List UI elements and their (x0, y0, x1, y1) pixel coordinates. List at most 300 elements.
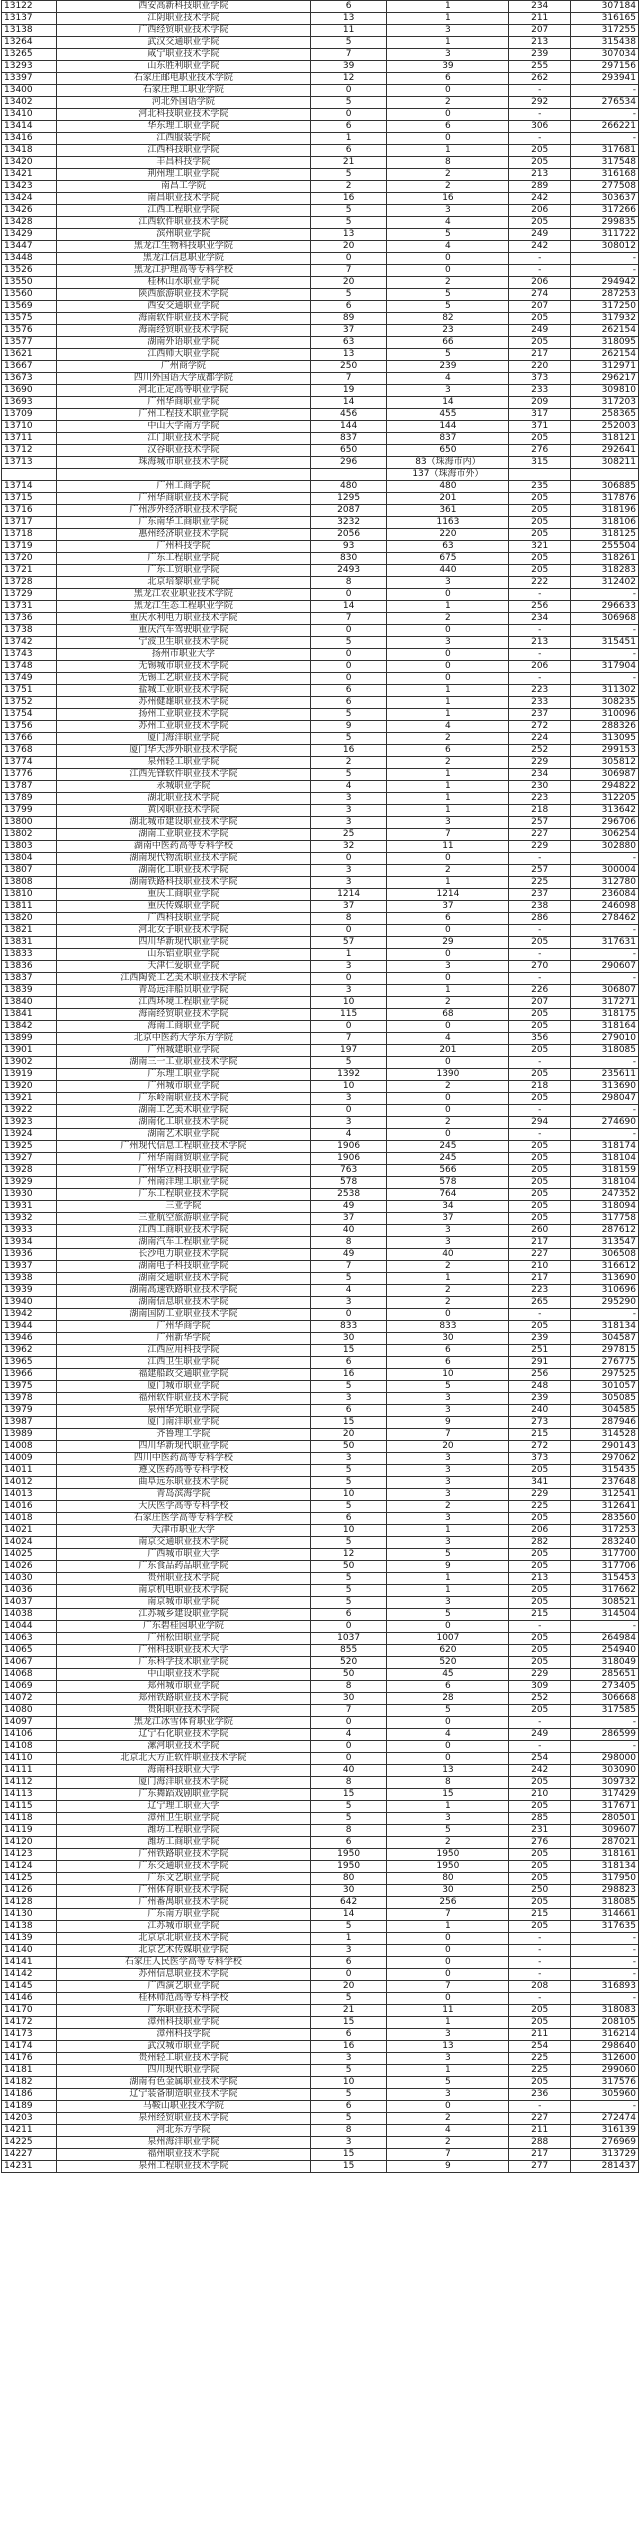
table-row (2, 1753, 639, 1765)
school-code: 13731 (2, 601, 57, 613)
min-score: 222 (509, 577, 571, 589)
school-code: 14018 (2, 1513, 57, 1525)
table-row (2, 517, 639, 529)
min-rank: 313642 (570, 805, 638, 817)
min-score: 205 (509, 1849, 571, 1861)
plan-count: 21 (310, 157, 387, 169)
admit-count: 0 (387, 661, 509, 673)
min-rank: - (570, 673, 638, 685)
min-score: 236 (509, 2089, 571, 2101)
min-rank: 316168 (570, 169, 638, 181)
min-score: 282 (509, 1537, 571, 1549)
school-name: 惠州经济职业技术学院 (57, 529, 311, 541)
table-row (2, 1309, 639, 1321)
plan-count: 7 (310, 1705, 387, 1717)
min-rank: 317585 (570, 1705, 638, 1717)
table-row (2, 697, 639, 709)
plan-count: 57 (310, 937, 387, 949)
table-row (2, 1465, 639, 1477)
school-code: 13899 (2, 1033, 57, 1045)
plan-count: 16 (310, 745, 387, 757)
school-name: 江西工商职业技术学院 (57, 1225, 311, 1237)
table-row (2, 1633, 639, 1645)
plan-count: 3 (310, 1393, 387, 1405)
min-score: - (509, 1057, 571, 1069)
min-score: 257 (509, 865, 571, 877)
school-name: 广东交通职业技术学院 (57, 1861, 311, 1873)
min-score: 205 (509, 493, 571, 505)
min-rank: 318159 (570, 1165, 638, 1177)
min-rank: 316139 (570, 2125, 638, 2137)
min-rank: 314504 (570, 1609, 638, 1621)
plan-count: 5 (310, 2113, 387, 2125)
plan-count: 642 (310, 1897, 387, 1909)
school-name: 湖南现代物流职业技术学院 (57, 853, 311, 865)
plan-count: 6 (310, 1837, 387, 1849)
school-name: 荆州理工职业学院 (57, 169, 311, 181)
admit-count: 245 (387, 1153, 509, 1165)
school-code: 14146 (2, 1993, 57, 2005)
school-name: 泉州工程职业技术学院 (57, 2161, 311, 2173)
table-row (2, 613, 639, 625)
plan-count: 5 (310, 2065, 387, 2077)
min-score: 205 (509, 1021, 571, 1033)
school-name: 三亚航空旅游职业学院 (57, 1213, 311, 1225)
table-row (2, 1105, 639, 1117)
min-score: 227 (509, 829, 571, 841)
min-rank: 298823 (570, 1885, 638, 1897)
min-score: 205 (509, 1873, 571, 1885)
school-code: 14211 (2, 2125, 57, 2137)
min-score: 213 (509, 37, 571, 49)
school-name: 潍坊工商职业学院 (57, 1837, 311, 1849)
admit-count: 3 (387, 49, 509, 61)
min-score: 294 (509, 1117, 571, 1129)
table-row (2, 1429, 639, 1441)
min-rank: 264984 (570, 1633, 638, 1645)
min-score: 215 (509, 1429, 571, 1441)
admit-count: 201 (387, 493, 509, 505)
admit-count: 1 (387, 2017, 509, 2029)
plan-count: 3 (310, 2137, 387, 2149)
admit-count: 1 (387, 781, 509, 793)
table-row (2, 553, 639, 565)
school-code: 13932 (2, 1213, 57, 1225)
school-code: 13721 (2, 565, 57, 577)
table-row (2, 49, 639, 61)
plan-count: 3 (310, 1453, 387, 1465)
school-code: 13924 (2, 1129, 57, 1141)
plan-count: 19 (310, 385, 387, 397)
min-score: - (509, 2101, 571, 2113)
school-name: 广州华商职业技术学院 (57, 493, 311, 505)
min-rank: 309732 (570, 1777, 638, 1789)
school-name: 苏州信息职业技术学院 (57, 1969, 311, 1981)
admit-count: 4 (387, 2125, 509, 2137)
school-code: 13742 (2, 637, 57, 649)
plan-count: 3 (310, 961, 387, 973)
school-name: 广州城市职业学院 (57, 1081, 311, 1093)
plan-count: 2493 (310, 565, 387, 577)
school-name: 厦门城市职业学院 (57, 1381, 311, 1393)
min-rank: 316893 (570, 1981, 638, 1993)
admit-count: 0 (387, 109, 509, 121)
table-row (2, 1381, 639, 1393)
school-code: 13810 (2, 889, 57, 901)
min-score: 292 (509, 97, 571, 109)
plan-count: 6 (310, 685, 387, 697)
school-code: 14186 (2, 2089, 57, 2101)
school-code: 13768 (2, 745, 57, 757)
table-row (2, 61, 639, 73)
table-row (2, 925, 639, 937)
school-code: 13448 (2, 253, 57, 265)
min-rank: 318106 (570, 517, 638, 529)
table-row (2, 433, 639, 445)
admit-count: 2 (387, 997, 509, 1009)
school-code: 13807 (2, 865, 57, 877)
admit-count: 83（珠海市内） (387, 457, 509, 469)
min-score: 205 (509, 1165, 571, 1177)
admit-count: 2 (387, 757, 509, 769)
min-score: 205 (509, 2005, 571, 2017)
admit-count: 2 (387, 97, 509, 109)
school-code: 13728 (2, 577, 57, 589)
school-code: 13673 (2, 373, 57, 385)
school-code: 14063 (2, 1633, 57, 1645)
school-name: 海南工商职业学院 (57, 1021, 311, 1033)
admit-count: 9 (387, 1561, 509, 1573)
table-row (2, 397, 639, 409)
min-rank: 306254 (570, 829, 638, 841)
admit-count: 0 (387, 1105, 509, 1117)
school-code: 13820 (2, 913, 57, 925)
plan-count: 49 (310, 1249, 387, 1261)
school-code: 14174 (2, 2041, 57, 2053)
school-code: 14021 (2, 1525, 57, 1537)
table-row (2, 469, 639, 481)
table-row (2, 1069, 639, 1081)
min-rank: 297525 (570, 1369, 638, 1381)
plan-count: 5 (310, 1921, 387, 1933)
table-row (2, 481, 639, 493)
min-score: - (509, 265, 571, 277)
school-name: 辽宁石化职业技术学院 (57, 1729, 311, 1741)
school-code: 13447 (2, 241, 57, 253)
school-name: 泉州海洋职业学院 (57, 2137, 311, 2149)
school-name: 湖南艺术职业学院 (57, 1129, 311, 1141)
plan-count: 480 (310, 481, 387, 493)
plan-count: 12 (310, 1549, 387, 1561)
table-row (2, 589, 639, 601)
plan-count: 5 (310, 637, 387, 649)
plan-count: 6 (310, 301, 387, 313)
min-score: 356 (509, 1033, 571, 1045)
school-code: 13921 (2, 1093, 57, 1105)
table-row (2, 337, 639, 349)
table-row (2, 1969, 639, 1981)
school-code: 13752 (2, 697, 57, 709)
plan-count: 6 (310, 145, 387, 157)
min-score: 207 (509, 25, 571, 37)
min-score: 276 (509, 1837, 571, 1849)
school-code: 14176 (2, 2053, 57, 2065)
plan-count: 20 (310, 1981, 387, 1993)
school-name: 福州软件职业技术学院 (57, 1393, 311, 1405)
table-row (2, 1873, 639, 1885)
admit-count: 3 (387, 1393, 509, 1405)
plan-count: 8 (310, 577, 387, 589)
table-row (2, 1453, 639, 1465)
school-name: 湖南化工职业技术学院 (57, 865, 311, 877)
min-score: - (509, 853, 571, 865)
plan-count: 32 (310, 841, 387, 853)
school-name: 永城职业学院 (57, 781, 311, 793)
min-rank: 318283 (570, 565, 638, 577)
school-name: 盐城工业职业技术学院 (57, 685, 311, 697)
min-rank: 273405 (570, 1681, 638, 1693)
admit-count: 7 (387, 2149, 509, 2161)
table-row (2, 949, 639, 961)
admit-count: 675 (387, 553, 509, 565)
admit-count: 1 (387, 13, 509, 25)
table-row (2, 1513, 639, 1525)
plan-count: 7 (310, 265, 387, 277)
min-score: 249 (509, 229, 571, 241)
school-code: 13922 (2, 1105, 57, 1117)
table-row (2, 2005, 639, 2017)
school-name: 郑州铁路职业技术学院 (57, 1693, 311, 1705)
school-code: 14113 (2, 1789, 57, 1801)
school-name: 丰昌科技学院 (57, 157, 311, 169)
plan-count: 8 (310, 1237, 387, 1249)
min-score: 205 (509, 157, 571, 169)
school-name: 广东南华工商职业学院 (57, 517, 311, 529)
plan-count: 1 (310, 133, 387, 145)
min-rank: 306885 (570, 481, 638, 493)
min-rank: 306807 (570, 985, 638, 997)
school-name: 咸宁职业技术学院 (57, 49, 311, 61)
plan-count: 5 (310, 1993, 387, 2005)
school-code: 14068 (2, 1669, 57, 1681)
min-score: 256 (509, 601, 571, 613)
plan-count: 13 (310, 13, 387, 25)
plan-count: 15 (310, 2161, 387, 2173)
plan-count: 80 (310, 1873, 387, 1885)
min-rank: 313729 (570, 2149, 638, 2161)
school-name: 泉州经贸职业技术学院 (57, 2113, 311, 2125)
admit-count: 0 (387, 265, 509, 277)
plan-count: 10 (310, 1081, 387, 1093)
admit-count: 1 (387, 37, 509, 49)
min-score: 205 (509, 1141, 571, 1153)
min-rank: 316165 (570, 13, 638, 25)
school-code: 14125 (2, 1873, 57, 1885)
table-row (2, 121, 639, 133)
admit-count: 37 (387, 1213, 509, 1225)
admit-count: 1163 (387, 517, 509, 529)
school-code: 14065 (2, 1645, 57, 1657)
min-rank: 258365 (570, 409, 638, 421)
plan-count: 13 (310, 229, 387, 241)
plan-count: 5 (310, 769, 387, 781)
school-name: 河北科技职业技术学院 (57, 109, 311, 121)
admit-count: 361 (387, 505, 509, 517)
school-name: 江西科技职业学院 (57, 145, 311, 157)
school-code: 14108 (2, 1741, 57, 1753)
min-score: - (509, 253, 571, 265)
min-score: 248 (509, 1381, 571, 1393)
admit-count: 7 (387, 1429, 509, 1441)
school-code: 14118 (2, 1813, 57, 1825)
school-code: 13138 (2, 25, 57, 37)
min-score: 255 (509, 61, 571, 73)
min-rank: 314528 (570, 1429, 638, 1441)
school-code: 13428 (2, 217, 57, 229)
school-name: 南京交通职业技术学院 (57, 1537, 311, 1549)
table-row (2, 289, 639, 301)
min-score: 205 (509, 517, 571, 529)
admit-count: 2 (387, 1117, 509, 1129)
school-code: 14038 (2, 1609, 57, 1621)
plan-count: 6 (310, 1957, 387, 1969)
school-name: 贵州职业技术学院 (57, 1573, 311, 1585)
admit-count: 3 (387, 385, 509, 397)
min-score: - (509, 973, 571, 985)
plan-count: 0 (310, 925, 387, 937)
school-name: 广州科技学院 (57, 541, 311, 553)
table-row (2, 1201, 639, 1213)
school-name: 武汉城市职业学院 (57, 2041, 311, 2053)
admit-count: 2 (387, 1261, 509, 1273)
table-row (2, 1921, 639, 1933)
min-score: - (509, 109, 571, 121)
plan-count: 12 (310, 73, 387, 85)
school-code (2, 469, 57, 481)
min-rank: 317950 (570, 1873, 638, 1885)
plan-count: 49 (310, 1201, 387, 1213)
admit-count: 0 (387, 1717, 509, 1729)
table-row (2, 409, 639, 421)
admit-count: 13 (387, 1765, 509, 1777)
plan-count: 197 (310, 1045, 387, 1057)
admit-count: 1 (387, 793, 509, 805)
school-code: 13265 (2, 49, 57, 61)
school-code: 13978 (2, 1393, 57, 1405)
admit-count: 0 (387, 625, 509, 637)
school-name: 江门职业技术学院 (57, 433, 311, 445)
school-code: 13122 (2, 1, 57, 13)
school-name: 厦门海洋职业学院 (57, 733, 311, 745)
school-name (57, 469, 311, 481)
min-rank: - (570, 1957, 638, 1969)
school-name: 福州职业技术学院 (57, 2149, 311, 2161)
min-rank: 279010 (570, 1033, 638, 1045)
min-score: 218 (509, 1081, 571, 1093)
min-score: 234 (509, 613, 571, 625)
table-row (2, 193, 639, 205)
admit-count: 3 (387, 25, 509, 37)
min-score: 240 (509, 1405, 571, 1417)
school-code: 13421 (2, 169, 57, 181)
school-name: 重庆工商职业学院 (57, 889, 311, 901)
min-score: 233 (509, 697, 571, 709)
admit-count: 5 (387, 349, 509, 361)
plan-count: 20 (310, 241, 387, 253)
plan-count: 0 (310, 1309, 387, 1321)
min-score: 217 (509, 349, 571, 361)
school-code: 13808 (2, 877, 57, 889)
min-score: 260 (509, 1225, 571, 1237)
school-name: 湖南三一工业职业技术学院 (57, 1057, 311, 1069)
table-row (2, 349, 639, 361)
min-rank: 246098 (570, 901, 638, 913)
school-code: 13575 (2, 313, 57, 325)
school-name: 辽宁理工职业大学 (57, 1801, 311, 1813)
min-rank: 304585 (570, 1405, 638, 1417)
table-row (2, 2137, 639, 2149)
school-name: 江西师大职业学院 (57, 349, 311, 361)
admit-count: 833 (387, 1321, 509, 1333)
min-rank: 318121 (570, 433, 638, 445)
school-code: 13710 (2, 421, 57, 433)
plan-count: 3 (310, 805, 387, 817)
school-name: 西安高新科技职业学院 (57, 1, 311, 13)
table-row (2, 1849, 639, 1861)
school-name: 江西卫生职业学院 (57, 1357, 311, 1369)
min-rank: 317671 (570, 1801, 638, 1813)
school-code: 13836 (2, 961, 57, 973)
min-score: 242 (509, 241, 571, 253)
min-rank: 309607 (570, 1825, 638, 1837)
school-code: 13923 (2, 1117, 57, 1129)
school-code: 14044 (2, 1621, 57, 1633)
admit-count: 1007 (387, 1633, 509, 1645)
plan-count: 63 (310, 337, 387, 349)
plan-count: 837 (310, 433, 387, 445)
plan-count: 0 (310, 649, 387, 661)
school-code: 13690 (2, 385, 57, 397)
min-score: - (509, 625, 571, 637)
plan-count: 2538 (310, 1189, 387, 1201)
school-name: 青岛远洋船员职业学院 (57, 985, 311, 997)
table-row (2, 1369, 639, 1381)
school-name: 无锡工艺职业技术学院 (57, 673, 311, 685)
admit-count: 0 (387, 1993, 509, 2005)
admit-count: 10 (387, 1369, 509, 1381)
admit-count: 82 (387, 313, 509, 325)
school-name: 北京培黎职业学院 (57, 577, 311, 589)
school-code: 13410 (2, 109, 57, 121)
table-row (2, 1021, 639, 1033)
plan-count: 3 (310, 1297, 387, 1309)
min-score: 205 (509, 145, 571, 157)
min-score: - (509, 949, 571, 961)
admit-count: 1 (387, 805, 509, 817)
school-code: 13929 (2, 1177, 57, 1189)
school-code: 13919 (2, 1069, 57, 1081)
table-row (2, 673, 639, 685)
school-code: 14097 (2, 1717, 57, 1729)
min-rank: 272474 (570, 2113, 638, 2125)
plan-count: 0 (310, 1753, 387, 1765)
min-rank: 294942 (570, 277, 638, 289)
table-row (2, 637, 639, 649)
min-rank: - (570, 1933, 638, 1945)
table-row (2, 1585, 639, 1597)
school-name: 广州番禺职业技术学院 (57, 1897, 311, 1909)
school-code: 13712 (2, 445, 57, 457)
